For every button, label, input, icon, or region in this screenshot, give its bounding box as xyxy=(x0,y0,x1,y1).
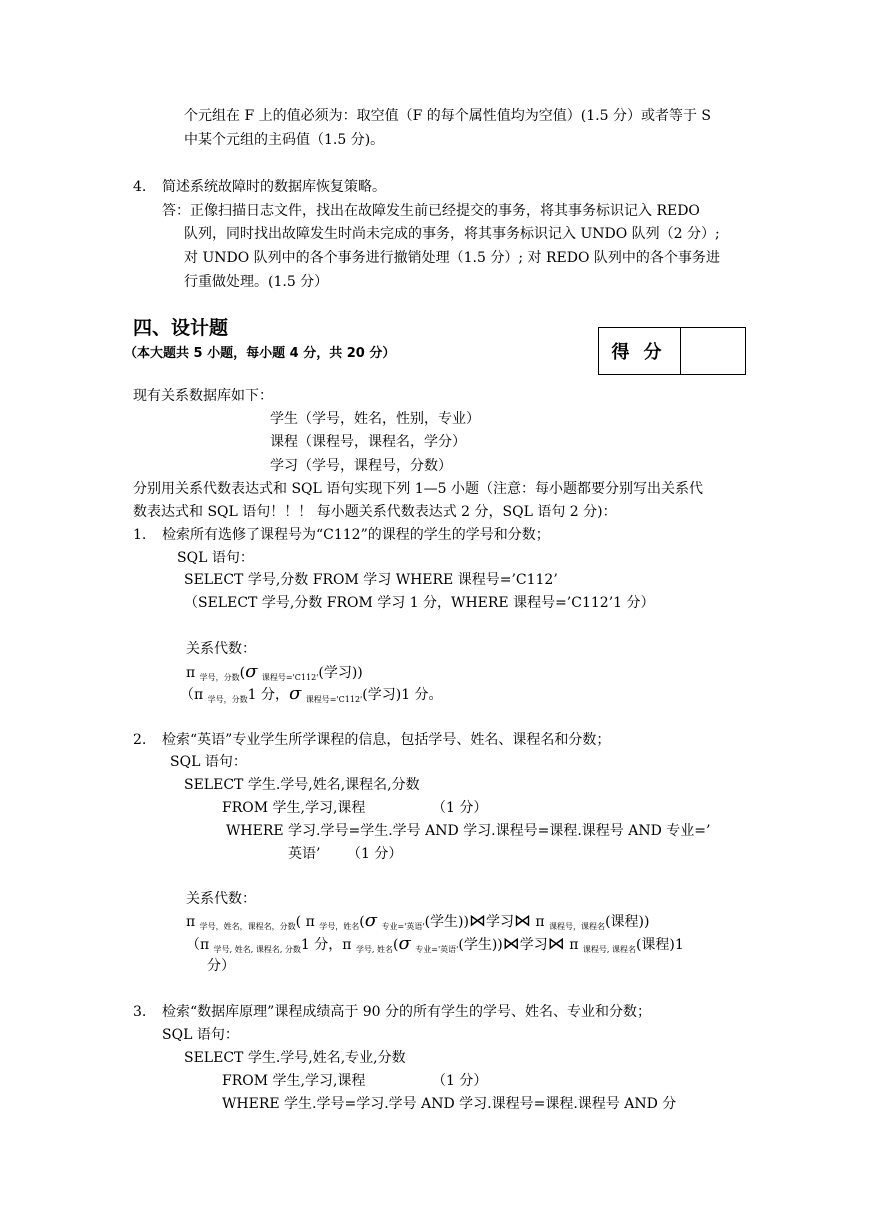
p2-course-relation-points: (课程)1 xyxy=(635,937,684,953)
pi-symbol: π xyxy=(305,914,315,930)
p2-sql-line-2: FROM 学生,学习,课程 xyxy=(222,800,366,816)
sigma-symbol: σ xyxy=(289,683,302,704)
paren: （ xyxy=(186,937,200,953)
pi-symbol: π xyxy=(342,937,352,953)
task-instruction-1: 分别用关系代数表达式和 SQL 语句实现下列 1—5 小题（注意：每小题都要分别写出关系代 xyxy=(133,481,703,497)
p2-study-relation: 学习 xyxy=(485,914,514,930)
schema-relation-study: 学习（学号，课程号，分数） xyxy=(270,458,452,474)
p2-course-projection: 课程号, 课程名 xyxy=(582,945,636,954)
p2-student-relation: (学生)) xyxy=(424,914,469,930)
task-instruction-2: 数表达式和 SQL 语句！！！ 每小题关系代数表达式 2 分，SQL 语句 2 分)： xyxy=(133,504,617,520)
q4-answer-line-3: 对 UNDO 队列中的各个事务进行撤销处理（1.5 分）; 对 REDO 队列中的各个事务进 xyxy=(184,250,720,266)
p2-ra-score-expression xyxy=(186,934,684,960)
q4-answer-line-1: 答：正像扫描日志文件，找出在故障发生前已经提交的事务，将其事务标识记入 REDO xyxy=(162,203,700,219)
pi-symbol: π xyxy=(186,914,196,930)
p2-outer-projection: 学号, 姓名, 课程名, 分数 xyxy=(213,945,301,954)
p1-relation-points: (学习)1 分。 xyxy=(362,687,443,703)
natural-join-icon: ⋈ xyxy=(502,934,520,954)
natural-join-icon: ⋈ xyxy=(547,934,565,954)
p1-sql-line-1: SELECT 学号,分数 FROM 学习 WHERE 课程号=’C112’ xyxy=(184,572,558,588)
schema-intro: 现有关系数据库如下： xyxy=(133,388,273,404)
p2-student-relation: (学生)) xyxy=(458,937,503,953)
p2-sql-line-2-points: （1 分） xyxy=(432,800,488,816)
p1-relation: (学习)) xyxy=(318,665,363,681)
pi-symbol: π xyxy=(186,665,196,681)
paren: ( xyxy=(295,914,302,930)
p1-question: 检索所有选修了课程号为“C112”的课程的学生的学号和分数； xyxy=(162,527,550,543)
p3-question: 检索“数据库原理”课程成绩高于 90 分的所有学生的学号、姓名、专业和分数； xyxy=(162,1004,652,1020)
p3-sql-line-2-points: （1 分） xyxy=(432,1073,488,1089)
p1-condition: 课程号='C112' xyxy=(305,695,363,704)
p1-points: 1 分， xyxy=(247,687,290,703)
paren: ( xyxy=(393,937,399,953)
q4-number: 4. xyxy=(133,179,147,195)
p2-ra-label: 关系代数： xyxy=(186,891,256,907)
p3-number: 3. xyxy=(133,1004,147,1020)
paren: （ xyxy=(180,687,194,703)
score-value-cell xyxy=(681,328,745,374)
q4-question: 简述系统故障时的数据库恢复策略。 xyxy=(162,179,386,195)
paren: ( xyxy=(359,914,365,930)
p2-points: 1 分， xyxy=(300,937,343,953)
intro-line-2: 中某个元组的主码值（1.5 分)。 xyxy=(184,132,385,148)
score-label: 得分 xyxy=(599,328,681,374)
p2-sql-line-3: WHERE 学习.学号=学生.学号 AND 学习.课程号=课程.课程号 AND 专业=’ xyxy=(226,823,711,839)
p1-ra-label: 关系代数： xyxy=(186,641,256,657)
pi-symbol: π xyxy=(200,937,210,953)
p2-course-projection: 课程号，课程名 xyxy=(549,922,606,931)
intro-line-1: 个元组在 F 上的值必须为：取空值（F 的每个属性值均为空值）(1.5 分）或者等于 S xyxy=(184,108,711,124)
sigma-symbol: σ xyxy=(398,933,411,954)
p2-course-relation: (课程)) xyxy=(605,914,650,930)
p2-ra-score-tail: 分） xyxy=(207,958,235,974)
p1-projection: 学号，分数 xyxy=(199,673,240,682)
p3-sql-line-3: WHERE 学生.学号=学习.学号 AND 学习.课程号=课程.课程号 AND 分 xyxy=(222,1096,677,1112)
natural-join-icon: ⋈ xyxy=(513,911,531,931)
p3-sql-label: SQL 语句： xyxy=(162,1027,239,1043)
natural-join-icon: ⋈ xyxy=(468,911,486,931)
p2-sql-line-4-points: （1 分） xyxy=(347,846,403,862)
sigma-symbol: σ xyxy=(364,910,377,931)
p1-projection: 学号，分数 xyxy=(207,695,248,704)
p2-inner-projection: 学号，姓名 xyxy=(319,922,360,931)
p1-sql-line-2: （SELECT 学号,分数 FROM 学习 1 分，WHERE 课程号=’C112’1 分） xyxy=(184,595,655,611)
p2-question: 检索“英语”专业学生所学课程的信息，包括学号、姓名、课程名和分数； xyxy=(162,732,611,748)
p1-sql-label: SQL 语句： xyxy=(177,550,254,566)
section-subtitle: （本大题共 5 小题，每小题 4 分，共 20 分） xyxy=(124,346,396,361)
p2-number: 2. xyxy=(133,732,147,748)
p2-outer-projection: 学号，姓名，课程名，分数 xyxy=(199,922,296,931)
p1-condition: 课程号='C112' xyxy=(261,673,319,682)
pi-symbol: π xyxy=(194,687,204,703)
p1-ra-score-expression xyxy=(180,684,443,710)
section-title: 四、设计题 xyxy=(133,317,229,339)
sigma-symbol: σ xyxy=(245,661,258,682)
p2-sql-line-4: 英语’ xyxy=(288,846,321,862)
p1-number: 1. xyxy=(133,527,147,543)
paren: ( xyxy=(239,665,246,681)
p2-study-relation: 学习 xyxy=(519,937,548,953)
p2-sql-line-1: SELECT 学生.学号,姓名,课程名,分数 xyxy=(184,777,420,793)
q4-answer-line-4: 行重做处理。(1.5 分） xyxy=(184,274,329,290)
schema-relation-course: 课程（课程号，课程名，学分） xyxy=(270,434,466,450)
score-box xyxy=(598,327,746,375)
schema-relation-student: 学生（学号，姓名，性别，专业） xyxy=(270,411,480,427)
p3-sql-line-2: FROM 学生,学习,课程 xyxy=(222,1073,366,1089)
p2-condition: 专业='英语' xyxy=(415,945,459,954)
p2-condition: 专业='英语' xyxy=(381,922,425,931)
pi-symbol: π xyxy=(535,914,545,930)
p2-sql-label: SQL 语句： xyxy=(170,754,247,770)
p2-inner-projection: 学号, 姓名 xyxy=(355,945,394,954)
pi-symbol: π xyxy=(569,937,579,953)
q4-answer-line-2: 队列，同时找出故障发生时尚未完成的事务，将其事务标识记入 UNDO 队列（2 分）; xyxy=(184,226,720,242)
p3-sql-line-1: SELECT 学生.学号,姓名,专业,分数 xyxy=(184,1050,406,1066)
